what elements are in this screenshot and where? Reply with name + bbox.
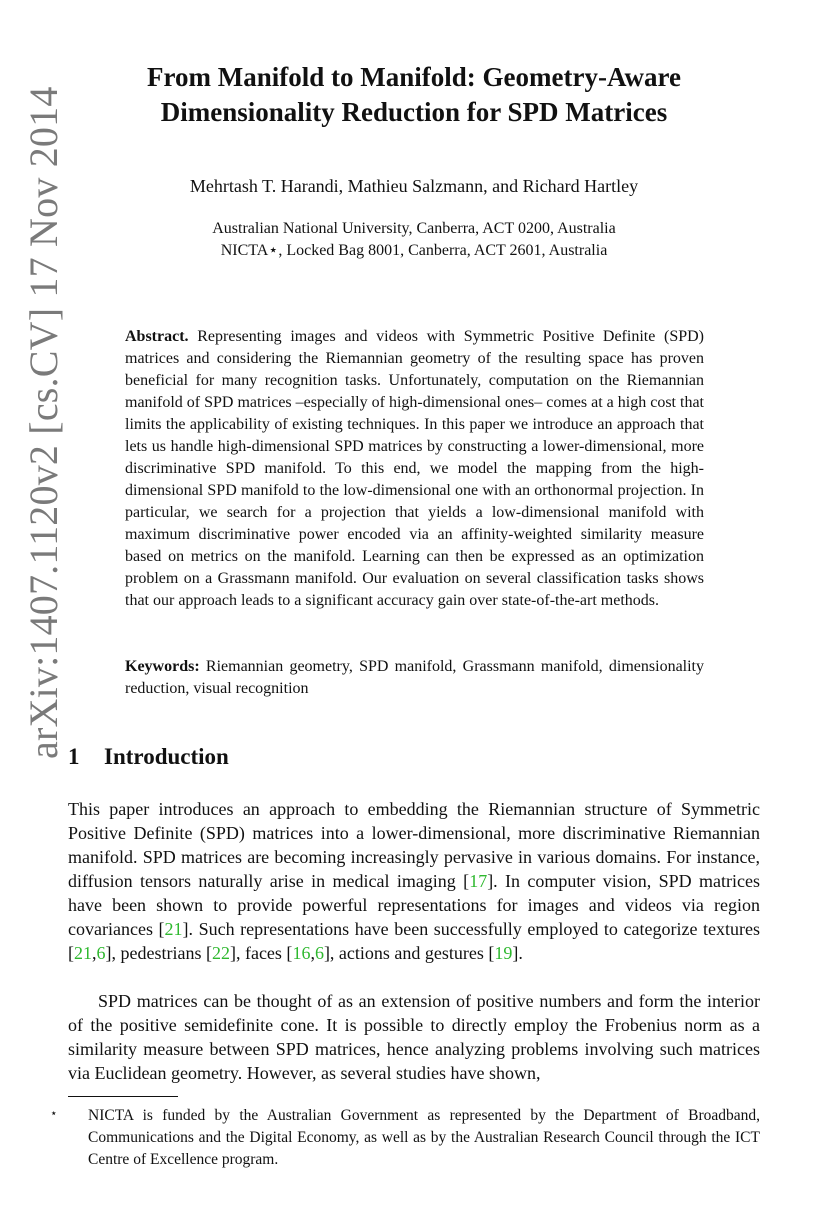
keywords-label: Keywords: (125, 658, 200, 675)
citation-link[interactable]: 22 (211, 943, 230, 963)
section-title: Introduction (104, 744, 229, 769)
arxiv-identifier-stamp (18, 69, 70, 759)
citation-link[interactable]: 6 (96, 943, 106, 963)
abstract (125, 326, 704, 612)
intro-paragraph-1 (68, 797, 760, 965)
title-line-1: From Manifold to Manifold: Geometry-Aware (147, 62, 681, 92)
affiliation-anu: Australian National University, Canberra, ACT 0200, Australia (212, 220, 616, 237)
para1-text-6: ], actions and gestures [ (323, 943, 495, 963)
affiliations (100, 218, 728, 262)
abstract-label: Abstract. (125, 328, 189, 345)
para1-text-4: ], pedestrians [ (105, 943, 212, 963)
citation-link[interactable]: 19 (494, 943, 513, 963)
affiliation-nicta: NICTA⋆, Locked Bag 8001, Canberra, ACT 2601, Australia (220, 242, 608, 259)
paper-title (100, 60, 728, 130)
footnote-rule (68, 1096, 178, 1097)
title-line-2: Dimensionality Reduction for SPD Matrices (160, 97, 668, 127)
footnote-text: NICTA is funded by the Australian Government as represented by the Department of Broadband, Communications and the Digital Economy, as well as by the Australian Research Council through the ICT Centre of Excellence program. (88, 1107, 760, 1168)
section-number: 1 (68, 744, 80, 769)
intro-paragraph-2: SPD matrices can be thought of as an extension of positive numbers and form the interior of the positive semidefinite cone. It is possible to directly employ the Frobenius norm as a similarity measure between SPD matrices, hence analyzing problems involving such matrices via Euclidean geometry. However, as several studies have shown, (68, 991, 760, 1083)
keywords (125, 656, 704, 700)
abstract-text: Representing images and videos with Symmetric Positive Definite (SPD) matrices and considering the Riemannian geometry of the resulting space has proven beneficial for many recognition tasks. Unfortunately, computation on the Riemannian manifold of SPD matrices –especially of high-dimensional ones– comes at a high cost that limits the applicability of existing techniques. In this paper we introduce an approach that lets us handle high-dimensional SPD matrices by constructing a lower-dimensional, more discriminative SPD manifold. To this end, we model the mapping from the high-dimensional SPD manifold to the low-dimensional one with an orthonormal projection. In particular, we search for a projection that yields a low-dimensional manifold with maximum discriminative power encoded via an affinity-weighted similarity measure based on metrics on the manifold. Learning can then be expressed as an optimization problem on a Grassmann manifold. Our evaluation on several classification tasks shows that our approach leads to a significant accuracy gain over state-of-the-art methods. (125, 328, 704, 609)
para1-text-1: This paper introduces an approach to embedding the Riemannian structure of Symmetric Positive Definite (SPD) matrices into a lower-dimensional, more discriminative Riemannian manifold. SPD matrices are becoming increasingly pervasive in various domains. For instance, diffusion tensors naturally arise in medical imaging [ (68, 799, 760, 891)
para1-text-5b: , (310, 943, 315, 963)
citation-link[interactable]: 17 (469, 871, 488, 891)
para1-text-3b: , (92, 943, 97, 963)
para1-text-5: ], faces [ (229, 943, 293, 963)
para1-text-7: ]. (512, 943, 523, 963)
para1-text-2: ]. In computer vision, SPD matrices have been shown to provide powerful representations for images and videos via region covariances [ (68, 871, 761, 939)
citation-link[interactable]: 21 (74, 943, 92, 963)
footnote (50, 1102, 760, 1171)
para1-text-3: ]. Such representations have been successfully employed to categorize textures [ (68, 919, 760, 963)
citation-link[interactable]: 21 (164, 919, 183, 939)
section-heading (68, 742, 229, 772)
keywords-text: Riemannian geometry, SPD manifold, Grassmann manifold, dimensionality reduction, visual recognition (125, 658, 705, 697)
citation-link[interactable]: 6 (314, 943, 324, 963)
arxiv-identifier-text: arXiv:1407.1120v2 [cs.CV] 17 Nov 2014 (21, 86, 66, 759)
citation-link[interactable]: 16 (292, 943, 311, 963)
author-list: Mehrtash T. Harandi, Mathieu Salzmann, and Richard Hartley (189, 176, 639, 196)
footnote-mark: ⋆ (50, 1106, 58, 1120)
